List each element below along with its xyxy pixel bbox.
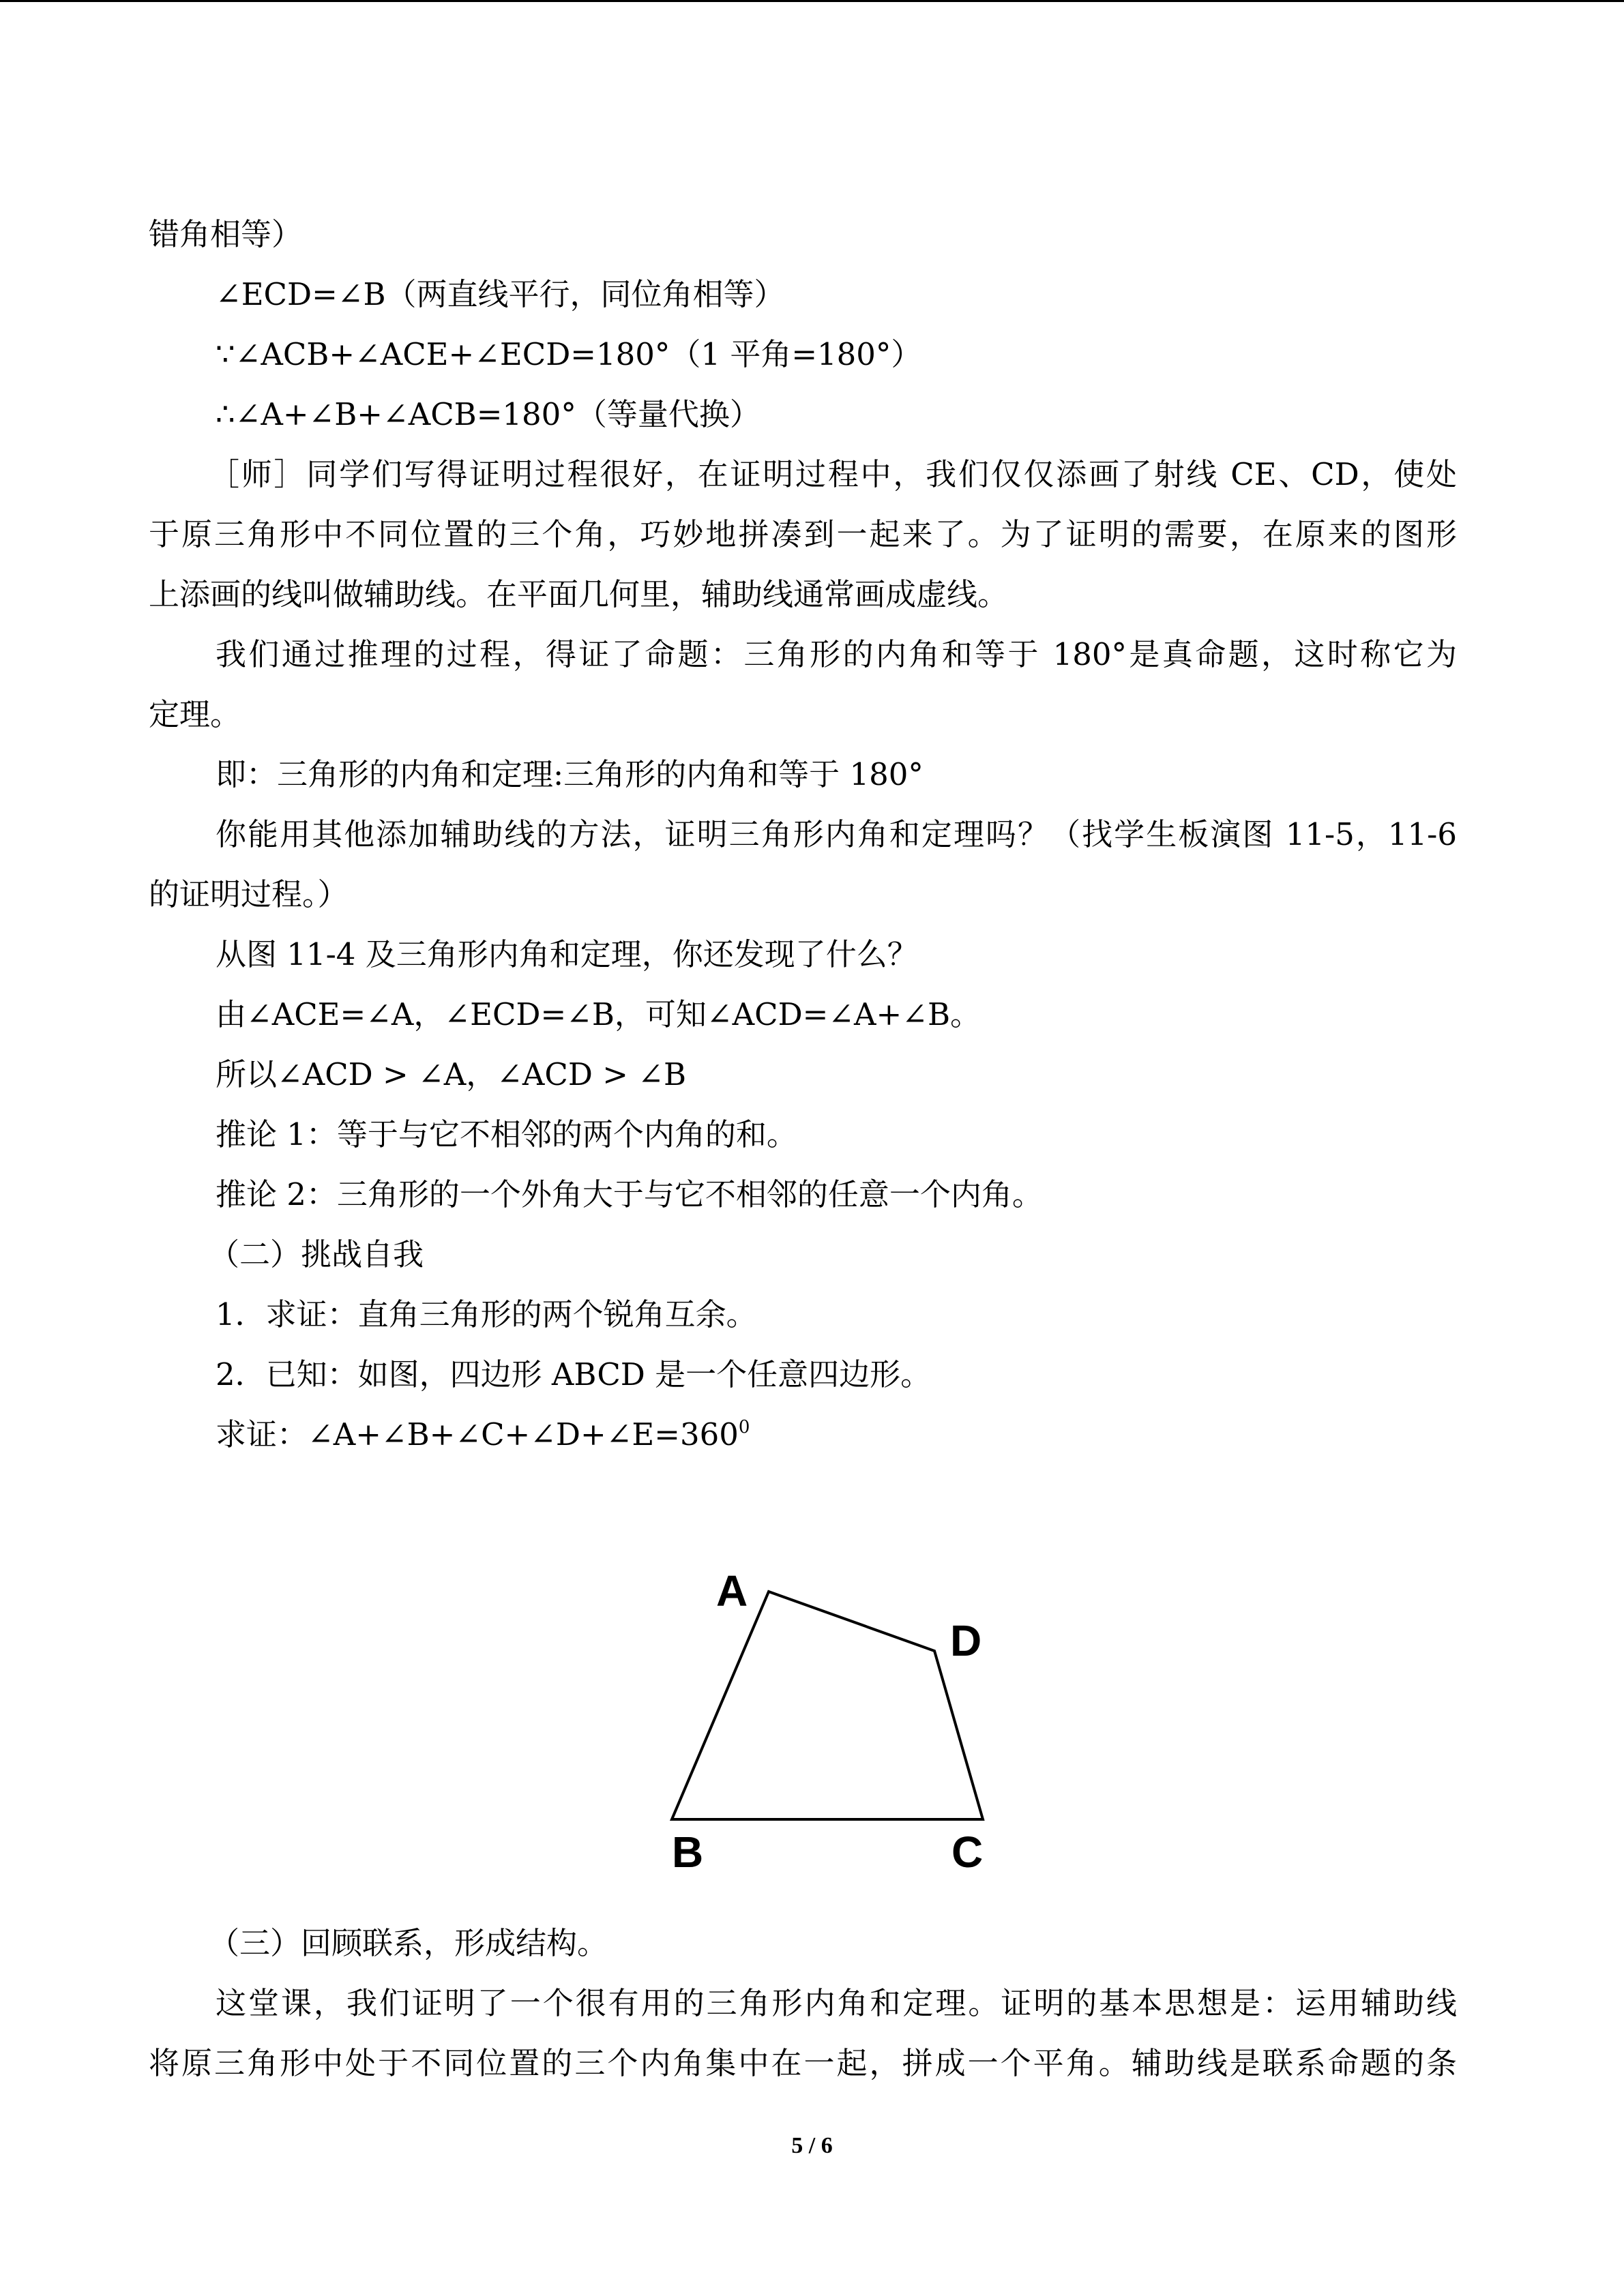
text-line: 上添画的线叫做辅助线。在平面几何里，辅助线通常画成虚线。 [149, 576, 1009, 612]
text-line: 于原三角形中不同位置的三个角，巧妙地拼凑到一起来了。为了证明的需要，在原来的图形 [149, 516, 1457, 552]
text-line: 我们通过推理的过程，得证了命题：三角形的内角和等于 180°是真命题，这时称它为 [216, 636, 1457, 672]
text-line: 2．已知：如图，四边形 ABCD 是一个任意四边形。 [216, 1356, 932, 1392]
text-line: 推论 1：等于与它不相邻的两个内角的和。 [216, 1116, 797, 1152]
text-line: ∠ECD=∠B（两直线平行，同位角相等） [216, 276, 785, 312]
text-line: 所以∠ACD > ∠A，∠ACD > ∠B [216, 1056, 687, 1092]
text-line: 从图 11-4 及三角形内角和定理，你还发现了什么？ [216, 936, 918, 972]
page-number: 5 / 6 [791, 2133, 833, 2158]
text-line: 你能用其他添加辅助线的方法，证明三角形内角和定理吗？（找学生板演图 11-5，11-6 [216, 816, 1457, 852]
text-line: 1．求证：直角三角形的两个锐角互余。 [216, 1296, 757, 1332]
section-heading: （二）挑战自我 [209, 1236, 424, 1272]
vertex-label-d: D [950, 1616, 982, 1665]
text-line: ［师］同学们写得证明过程很好，在证明过程中，我们仅仅添画了射线 CE、CD，使处 [209, 456, 1457, 492]
vertex-label-b: B [672, 1828, 704, 1877]
text-line: ∵∠ACB+∠ACE+∠ECD=180°（1 平角=180°） [216, 336, 922, 372]
text-line: 将原三角形中处于不同位置的三个内角集中在一起，拼成一个平角。辅助线是联系命题的条 [149, 2045, 1457, 2081]
text-line: 由∠ACE=∠A，∠ECD=∠B，可知∠ACD=∠A+∠B。 [216, 996, 981, 1032]
section-heading: （三）回顾联系，形成结构。 [209, 1925, 608, 1961]
text-line: 这堂课，我们证明了一个很有用的三角形内角和定理。证明的基本思想是：运用辅助线 [216, 1985, 1457, 2021]
vertex-label-a: A [716, 1566, 748, 1615]
degree-superscript: 0 [738, 1417, 750, 1437]
quadrilateral-abcd [672, 1592, 983, 1819]
text-line: ∴∠A+∠B+∠ACB=180°（等量代换） [216, 396, 761, 432]
text-line: 错角相等） [149, 216, 303, 252]
text-line: 的证明过程。） [149, 876, 349, 912]
text-line: 推论 2：三角形的一个外角大于与它不相邻的任意一个内角。 [216, 1176, 1043, 1212]
text-line: 定理。 [149, 696, 241, 732]
vertex-label-c: C [951, 1828, 984, 1877]
proof-statement-text: 求证：∠A+∠B+∠C+∠D+∠E=360 [216, 1416, 739, 1452]
text-line: 即：三角形的内角和定理:三角形的内角和等于 180° [216, 756, 924, 792]
